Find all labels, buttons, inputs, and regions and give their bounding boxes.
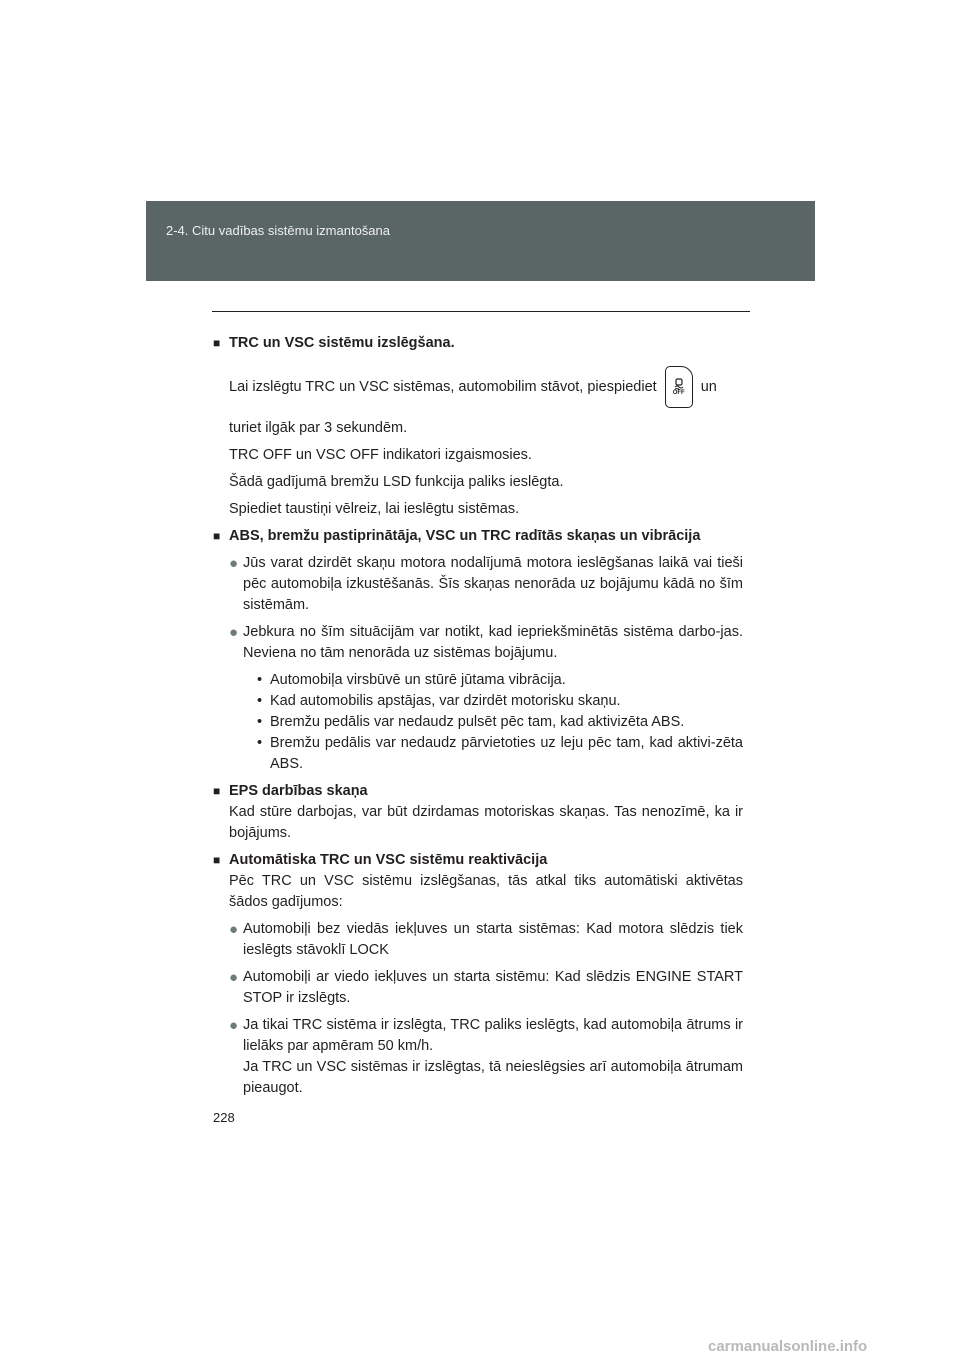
watermark: carmanualsonline.info [708,1338,868,1355]
circle-bullet-icon: ● [229,555,239,572]
list-item: ● Ja tikai TRC sistēma ir izslēgta, TRC paliks ieslēgts, kad automobiļa ātrums ir lielāks par apmēram 50 km/h. Ja TRC un VSC sistēmas ir izslēgtas, tā neieslēgsies arī automobiļa ātrumam pieaugot. [213,1015,743,1099]
list-item: ● Jūs varat dzirdēt skaņu motora nodalījumā motora ieslēgšanas laikā vai tieši pēc automobiļa izkustēšanās. Šīs skaņas nenorāda uz bojājumu kādā no šīm sistēmām. [213,553,743,616]
list-item: • Kad automobilis apstājas, var dzirdēt motorisku skaņu. [213,691,743,712]
circle-bullet-icon: ● [229,1017,239,1034]
dot-bullet-icon: • [257,672,263,688]
paragraph: Pēc TRC un VSC sistēmu izslēgšanas, tās atkal tiks automātiski aktivētas šādos gadījumos: [229,873,743,910]
chapter-header [146,201,815,281]
square-bullet-icon: ■ [213,529,221,543]
section-heading-trc-vsc-off: ■ TRC un VSC sistēmu izslēgšana. [213,333,743,354]
dot-bullet-icon: • [257,714,263,730]
circle-bullet-icon: ● [229,969,239,986]
square-bullet-icon: ■ [213,853,221,867]
paragraph: turiet ilgāk par 3 sekundēm. [229,420,408,436]
top-divider [212,311,750,312]
list-item: • Bremžu pedālis var nedaudz pārvietoties uz leju pēc tam, kad aktivi-zēta ABS. [213,733,743,775]
section-heading-auto-reactivation: ■ Automātiska TRC un VSC sistēmu reaktivācija [213,850,743,871]
section-heading-abs-sounds: ■ ABS, bremžu pastiprinātāja, VSC un TRC radītās skaņas un vibrācija [213,526,743,547]
list-item: ● Jebkura no šīm situācijām var notikt, kad iepriekšminētās sistēma darbo-jas. Neviena no tām nenorāda uz sistēmas bojājumu. [213,622,743,664]
switch-instruction-line: Lai izslēgtu TRC un VSC sistēmas, automobilim stāvot, piespiediet OFF un [213,356,743,418]
page-content [213,327,743,1099]
circle-bullet-icon: ● [229,921,239,938]
circle-bullet-icon: ● [229,624,239,641]
dot-bullet-icon: • [257,735,263,751]
paragraph: Kad stūre darbojas, var būt dzirdamas motoriskas skaņas. Tas nenozīmē, ka ir bojājums. [229,804,743,841]
list-item: • Automobiļa virsbūvē un stūrē jūtama vibrācija. [213,670,743,691]
trc-vsc-off-switch-icon: OFF [665,366,693,408]
section-heading-eps-sound: ■ EPS darbības skaņa [213,781,743,802]
paragraph: TRC OFF un VSC OFF indikatori izgaismosies. [229,447,532,463]
list-item: ● Automobiļi bez viedās iekļuves un starta sistēmas: Kad motora slēdzis tiek ieslēgts stāvoklī LOCK [213,919,743,961]
paragraph: Spiediet taustiņi vēlreiz, lai ieslēgtu sistēmas. [229,501,520,517]
skid-car-icon [673,378,685,390]
square-bullet-icon: ■ [213,336,221,350]
paragraph: Šādā gadījumā bremžu LSD funkcija paliks ieslēgta. [229,474,564,490]
chapter-title: 2-4. Citu vadības sistēmu izmantošana [166,223,390,238]
page-number: 228 [213,1110,235,1125]
dot-bullet-icon: • [257,693,263,709]
square-bullet-icon: ■ [213,784,221,798]
list-item: ● Automobiļi ar viedo iekļuves un starta sistēmu: Kad slēdzis ENGINE START STOP ir izslēgts. [213,967,743,1009]
list-item: • Bremžu pedālis var nedaudz pulsēt pēc tam, kad aktivizēta ABS. [213,712,743,733]
